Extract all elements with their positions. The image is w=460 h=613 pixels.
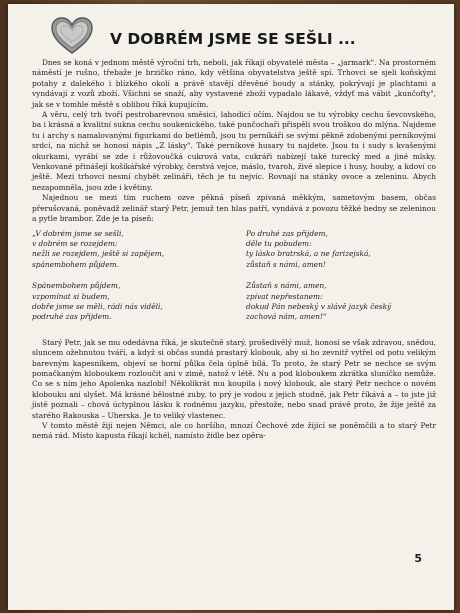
page-number: 5 bbox=[414, 552, 422, 565]
verse-line: zůstaň s námi, amen! bbox=[246, 259, 326, 269]
stanza bbox=[246, 281, 436, 323]
verse-line: zpívat nepřestanem: bbox=[246, 291, 323, 301]
verse-line: Spánembohem půjdem, bbox=[32, 281, 121, 291]
paragraph: Dnes se koná v jednom městě výroční trh, neboli, jak říkají obyvatelé města – „jarmark". Na prostorném náměstí je rušno, třebaže je brzičko ráno, kdy většina obyvatelstva ještě spí. Trhovci se sjeli koňskými potahy z dalekého i blízkého okolí a právě stavějí dřevěné boudy a stánky, pokrývají je plachtami a vyndávají z vozů zboží. Všichni se snaží, aby vystavené zboží vypadalo lákavě, vždyť má vábit „kunčofty", jak se v tomhle městě s oblibou říká kupujícím. bbox=[32, 58, 436, 109]
verse-line: v dobrém se rozejdem: bbox=[32, 238, 118, 248]
paragraph: Starý Petr, jak se mu odedávna říká, je skutečně starý, prošedivělý muž, honosí se však zdravou, snědou, sluncem ožehnutou tváří, a když si občas sundá prastarý klobouk, aby si ho zevnitř vytřel od potu velikým barevným kapesníkem, objeví se horní půlka čela úplně bílá. To proto, že starý Petr se nechce se svým pomačkaným kloboukem rozloučit ani v zimě, natož v létě. Nu a pod kloboukem zkrátka sluníčko nemůže. Co se s ním jeho Apolenka nazlobí! Několikrát mu koupila i nový klobouk, ale starý Petr nechce o novém klobouku ani slyšet. Má krásné bělostné zuby, to prý je vodou z jejich studně, jak Petr říkává a – to jste již jistě poznali – chová úctyplnou lásku k rodnému jazyku, přestože, nebo snad právě proto, že žije ještě za starého Rakouska – Uherska. Je to veliký vlastenec. bbox=[32, 337, 436, 420]
verse-line: Po druhé zas přijdem, bbox=[246, 228, 328, 238]
verse-line: vzpomínat si budem, bbox=[32, 291, 110, 301]
verse-line: podruhé zas přijdem. bbox=[32, 312, 112, 322]
stanza bbox=[32, 229, 222, 271]
stanza bbox=[246, 229, 436, 271]
verse-line: spánembohem půjdem. bbox=[32, 259, 119, 269]
paragraph: V tomto městě žijí nejen Němci, ale co horšího, mnozí Čechové zde žijící se poněmčili a to starý Petr nemá rád. Místo kapusta říkají kchél, namísto židle bez opěra- bbox=[32, 421, 436, 441]
verse-line: dobře jsme se měli, rádi nás viděli, bbox=[32, 301, 163, 311]
verse-line: děle tu pobudem: bbox=[246, 238, 312, 248]
song-column-right bbox=[246, 229, 436, 334]
page-title: V DOBRÉM JSME SE SEŠLI ... bbox=[110, 30, 356, 48]
paragraph: Najednou se mezi tím ruchem ozve pěkná píseň zpívaná měkkým, sametovým basem, občas přerušovaná, poněvadž zelinář starý Petr, jemuž ten hlas patří, vyndává z povozu těžké bedny se zeleninou a pytle brambor. Zde je ta píseň: bbox=[32, 193, 436, 224]
verse-line: nežli se rozejdem, ještě si zapějem, bbox=[32, 249, 165, 259]
song-lyrics bbox=[32, 229, 436, 334]
paragraph: A věru, celý trh tvoří pestrobarevnou směsici, lahodící očím. Najdou se tu výrobky cechu ševcovského, ba i krásná a kvalitní sukna cechu soukenického, také punčochaři přispěli svou troškou do mlýna. Najdeme tu i archy s namalovanými figurkami do betlémů, jsou tu perníkáři se svými pěkně zdobenými perníkovými srdci, na nichž se honosí nápis „Z lásky". Také perníkové husary tu najdete. Jsou tu i sudy s kvašenými okurkami, vyrábí se zde i růžovoučká cukrová vata, cukráři nabízejí také turecký med a jiné mlsky. Venkované přinášejí košíkářské výrobky, čerstvá vejce, máslo, tvaroh, živé slepice i husy, houby, a kdoví co ještě. Mezi trhovci nesmí chybět zelináři, těch je tu nejvíc. Rovnají na stánky ovoce a zeleninu. Abych nezapomněla, jsou zde i květiny. bbox=[32, 110, 436, 192]
verse-line: dokud Pán nebeský v slávě jazyk český bbox=[246, 301, 392, 311]
verse-line: „V dobrém jsme se sešli, bbox=[32, 228, 124, 238]
verse-line: zachová nám, amen!" bbox=[246, 312, 327, 322]
article-body bbox=[32, 58, 436, 442]
verse-line: ty lásko bratrská, a ne farizejská, bbox=[246, 249, 371, 259]
stanza bbox=[32, 281, 222, 323]
verse-line: Zůstaň s námi, amen, bbox=[246, 281, 327, 291]
heart-ornament-icon bbox=[50, 16, 94, 56]
song-column-left bbox=[32, 229, 222, 334]
book-page bbox=[8, 4, 454, 610]
